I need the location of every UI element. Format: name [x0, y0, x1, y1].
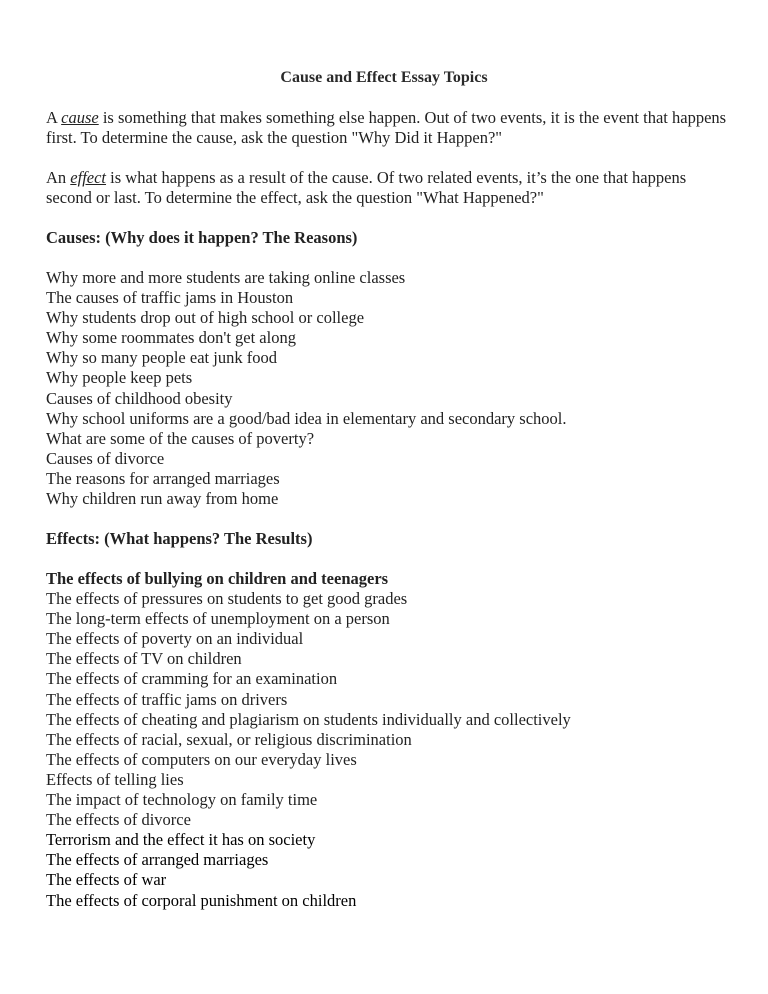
- list-item: Why more and more students are taking online classes: [46, 268, 406, 287]
- cause-def-prefix: A: [46, 108, 62, 127]
- list-item: The effects of traffic jams on drivers: [46, 689, 288, 709]
- effects-heading: Effects: (What happens? The Results): [46, 529, 313, 548]
- list-item: The effects of computers on our everyday lives: [46, 749, 357, 769]
- list-item: The reasons for arranged marriages: [46, 468, 280, 488]
- causes-list: [46, 268, 736, 509]
- list-item: The effects of corporal punishment on children: [46, 890, 357, 910]
- list-item: Causes of childhood obesity: [46, 388, 233, 408]
- list-item: Why school uniforms are a good/bad idea in elementary and secondary school.: [46, 408, 567, 428]
- cause-term: cause: [61, 108, 99, 127]
- list-item: The effects of arranged marriages: [46, 850, 269, 870]
- list-item: The effects of TV on children: [46, 649, 242, 669]
- effect-term: effect: [70, 168, 107, 187]
- list-item: The effects of poverty on an individual: [46, 629, 304, 649]
- causes-list-container: [46, 268, 736, 509]
- list-item: Why so many people eat junk food: [46, 348, 277, 368]
- list-item: The long-term effects of unemployment on a person: [46, 609, 390, 629]
- causes-heading: Causes: (Why does it happen? The Reasons): [46, 228, 358, 247]
- list-item: The effects of war: [46, 870, 167, 890]
- page-title: Cause and Effect Essay Topics: [280, 69, 488, 86]
- list-item: The effects of bullying on children and teenagers: [46, 569, 389, 588]
- list-item: The impact of technology on family time: [46, 790, 318, 810]
- list-item: Why some roommates don't get along: [46, 328, 296, 348]
- list-item: Why students drop out of high school or college: [46, 308, 365, 328]
- effect-definition: [46, 168, 736, 208]
- list-item: The causes of traffic jams in Houston: [46, 288, 294, 308]
- list-item: The effects of racial, sexual, or religious discrimination: [46, 729, 412, 749]
- list-item: The effects of cramming for an examination: [46, 669, 338, 689]
- list-item: The effects of pressures on students to get good grades: [46, 589, 408, 609]
- list-item: Why people keep pets: [46, 368, 193, 388]
- list-item: Effects of telling lies: [46, 769, 184, 789]
- list-item: Why children run away from home: [46, 489, 279, 509]
- effect-def-prefix: An: [46, 168, 71, 187]
- list-item: What are some of the causes of poverty?: [46, 428, 315, 448]
- effects-list: [46, 569, 736, 911]
- cause-def-text: is something that makes something else happen. Out of two events, it is the event that happens first. To determine the cause, ask the question "Why Did it Happen?": [46, 108, 727, 147]
- list-item: The effects of cheating and plagiarism on students individually and collectively: [46, 709, 571, 729]
- list-item: Terrorism and the effect it has on society: [46, 830, 316, 850]
- cause-definition: [46, 108, 736, 148]
- effects-list-container: [46, 569, 736, 911]
- list-item: Causes of divorce: [46, 448, 165, 468]
- effect-def-text: is what happens as a result of the cause. Of two related events, it’s the one that happens second or last. To determine the effect, ask the question "What Happened?": [46, 168, 687, 207]
- list-item: The effects of divorce: [46, 810, 191, 830]
